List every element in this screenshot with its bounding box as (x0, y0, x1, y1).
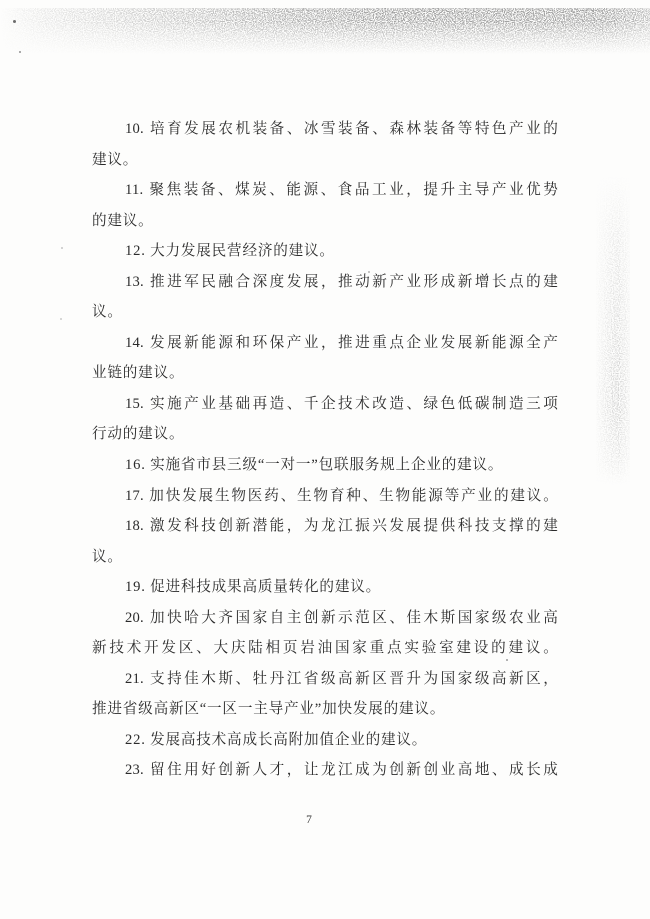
document-line: 新技术开发区、大庆陆相页岩油国家重点实验室建设的建议。 (92, 640, 558, 657)
scan-speck (13, 20, 16, 23)
list-item-14 (92, 328, 558, 389)
list-item-21 (92, 664, 558, 725)
document-line: 23. 留住用好创新人才，让龙江成为创新创业高地、成长成 (125, 762, 558, 779)
document-line: 推进省级高新区“一区一主导产业”加快发展的建议。 (92, 701, 446, 718)
document-line: 15. 实施产业基础再造、千企技术改造、绿色低碳制造三项 (125, 395, 558, 412)
list-item-17 (92, 481, 558, 512)
page-footer (0, 810, 650, 828)
document-line: 20. 加快哈大齐国家自主创新示范区、佳木斯国家级农业高 (125, 609, 558, 626)
list-item-23 (92, 755, 558, 786)
document-line: 议。 (92, 548, 123, 565)
list-item-22 (92, 725, 558, 756)
document-line: 的建议。 (92, 212, 154, 229)
list-item-18 (92, 511, 558, 572)
list-item-16 (92, 450, 558, 481)
list-item-13 (92, 267, 558, 328)
document-line: 18. 激发科技创新潜能，为龙江振兴发展提供科技支撑的建 (125, 518, 558, 535)
document-lines (92, 114, 558, 786)
scan-speck (61, 247, 63, 249)
document-body (92, 114, 558, 786)
document-line: 行动的建议。 (92, 426, 185, 443)
document-line: 议。 (92, 304, 123, 321)
scan-noise-top (0, 8, 650, 54)
document-line: 12. 大力发展民营经济的建议。 (125, 243, 335, 260)
list-item-19 (92, 572, 558, 603)
document-line: 13. 推进军民融合深度发展，推动新产业形成新增长点的建 (125, 273, 558, 290)
scan-noise-right-texture (596, 175, 630, 485)
scan-noise-right (596, 175, 630, 485)
document-line: 16. 实施省市县三级“一对一”包联服务规上企业的建议。 (125, 457, 504, 474)
scan-speck (19, 51, 21, 53)
document-line: 22. 发展高技术高成长高附加值企业的建议。 (125, 731, 428, 748)
list-item-11 (92, 175, 558, 236)
document-line: 19. 促进科技成果高质量转化的建议。 (125, 579, 381, 596)
document-line: 21. 支持佳木斯、牡丹江省级高新区晋升为国家级高新区， (125, 670, 558, 687)
document-line: 17. 加快发展生物医药、生物育种、生物能源等产业的建议。 (125, 487, 558, 504)
document-line: 建议。 (92, 151, 139, 168)
noise-svg-right (596, 175, 630, 485)
scan-speck (60, 318, 62, 320)
list-item-10 (92, 114, 558, 175)
document-line: 业链的建议。 (92, 365, 185, 382)
page-number: 7 (306, 814, 312, 826)
list-item-15 (92, 389, 558, 450)
list-item-12 (92, 236, 558, 267)
scan-noise-top-texture (0, 8, 650, 54)
document-line: 10. 培育发展农机装备、冰雪装备、森林装备等特色产业的 (125, 121, 558, 137)
document-line: 14. 发展新能源和环保产业，推进重点企业发展新能源全产 (125, 334, 558, 351)
document-line: 11. 聚焦装备、煤炭、能源、食品工业，提升主导产业优势 (125, 182, 558, 199)
noise-svg-top (0, 8, 650, 54)
list-item-20 (92, 603, 558, 664)
